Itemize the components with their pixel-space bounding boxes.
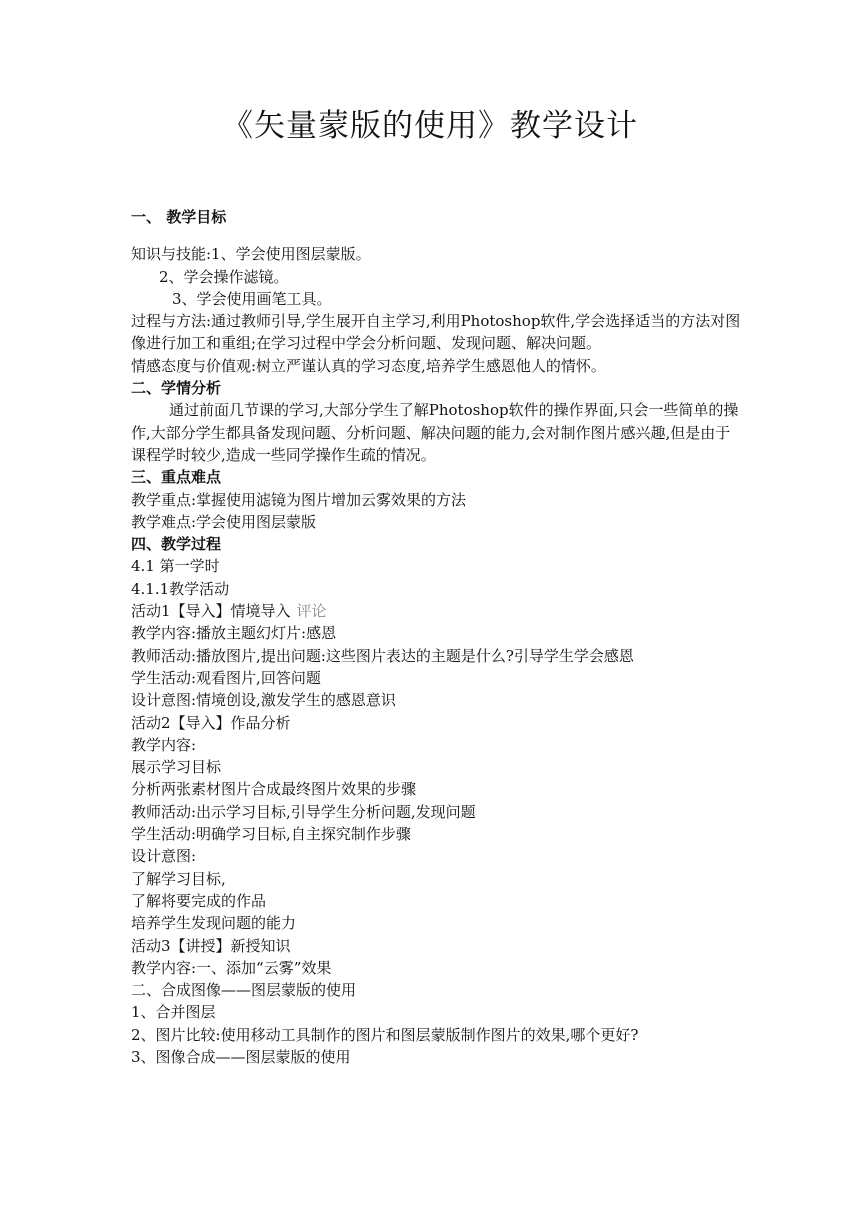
process-line: 设计意图:情境创设,激发学生的感恩意识 [131, 691, 396, 710]
process-line: 活动3【讲授】新授知识 [131, 936, 291, 955]
process-line: 展示学习目标 [131, 758, 222, 777]
process-line: 4.1 第一学时 [131, 557, 220, 576]
process-line: 2、图片比较:使用移动工具制作的图片和图层蒙版制作图片的效果,哪个更好? [131, 1025, 639, 1044]
document-body [131, 206, 741, 1068]
process-line: 二、合成图像——图层蒙版的使用 [131, 981, 357, 1000]
activity-1-title: 活动1【导入】情境导入 [131, 602, 291, 621]
process-line: 教师活动:出示学习目标,引导学生分析问题,发现问题 [131, 802, 476, 821]
knowledge-skill-line: 知识与技能:1、学会使用图层蒙版。 [131, 245, 371, 264]
process-method-paragraph: 过程与方法:通过教师引导,学生展开自主学习,利用Photoshop软件,学会选择适当的方法对图像进行加工和重组;在学习过程中学会分析问题、发现问题、解决问题。 [131, 312, 741, 353]
process-line: 了解学习目标, [131, 869, 226, 888]
process-line: 教学内容:一、添加“云雾”效果 [131, 958, 332, 977]
section-heading-objectives: 一、 教学目标 [131, 208, 227, 226]
process-line: 学生活动:明确学习目标,自主探究制作步骤 [131, 825, 411, 844]
comment-link[interactable]: 评论 [296, 602, 327, 621]
process-line: 3、图像合成——图层蒙版的使用 [131, 1047, 351, 1066]
process-line: 设计意图: [131, 847, 197, 866]
document-title: 《矢量蒙版的使用》教学设计 [222, 108, 638, 144]
process-line: 教学内容:播放主题幻灯片:感恩 [131, 624, 337, 643]
process-line: 学生活动:观看图片,回答问题 [131, 668, 321, 687]
student-analysis-paragraph: 通过前面几节课的学习,大部分学生了解Photoshop软件的操作界面,只会一些简单的操作,大部分学生都具备发现问题、分析问题、解决问题的能力,会对制作图片感兴趣,但是由于课程学时较少,造成一些同学操作生疏的情况。 [131, 401, 739, 464]
process-line: 分析两张素材图片合成最终图片效果的步骤 [131, 780, 417, 799]
activity-1-line [131, 600, 741, 622]
knowledge-skill-item-3: 3、学会使用画笔工具。 [172, 289, 332, 308]
section-heading-key-points: 三、重点难点 [131, 468, 222, 487]
knowledge-skill-item-2: 2、学会操作滤镜。 [159, 267, 289, 286]
key-point-line: 教学重点:掌握使用滤镜为图片增加云雾效果的方法 [131, 490, 467, 509]
process-line: 4.1.1教学活动 [131, 579, 230, 598]
section-heading-student-analysis: 二、学情分析 [131, 379, 222, 398]
process-line: 教学内容: [131, 735, 197, 754]
section-heading-teaching-process: 四、教学过程 [131, 535, 222, 554]
process-line: 教师活动:播放图片,提出问题:这些图片表达的主题是什么?引导学生学会感恩 [131, 646, 634, 665]
process-line: 培养学生发现问题的能力 [131, 914, 297, 933]
process-line: 了解将要完成的作品 [131, 891, 267, 910]
emotion-value-line: 情感态度与价值观:树立严谨认真的学习态度,培养学生感恩他人的情怀。 [131, 356, 606, 375]
process-line: 活动2【导入】作品分析 [131, 713, 291, 732]
difficulty-line: 教学难点:学会使用图层蒙版 [131, 512, 317, 531]
process-line: 1、合并图层 [131, 1003, 216, 1022]
